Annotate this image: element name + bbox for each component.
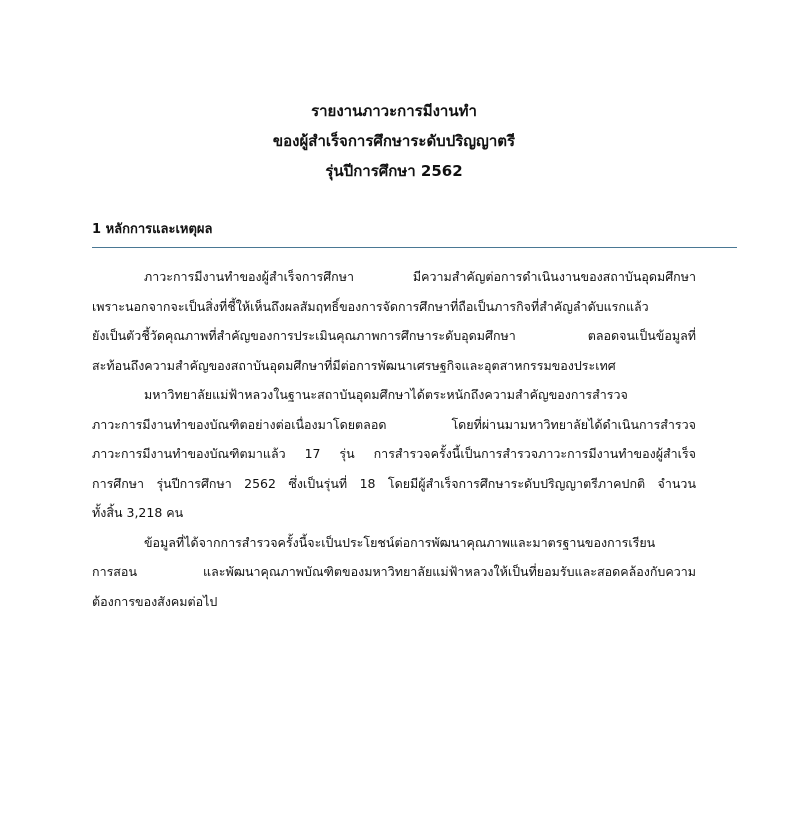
paragraph-2-line-1: มหาวิทยาลัยแม่ฟ้าหลวงในฐานะสถาบันอุดมศึกษาได้ตระหนักถึงความสำคัญของการสำรวจ (144, 387, 628, 402)
title-line-3: รุ่นปีการศึกษา 2562 (325, 162, 463, 180)
title-line-2: ของผู้สำเร็จการศึกษาระดับปริญญาตรี (272, 132, 516, 150)
document-title (0, 96, 788, 186)
paragraph-3-line-3: ต้องการของสังคมต่อไป (92, 593, 218, 609)
paragraph-1-line-3: ยังเป็นตัวชี้วัดคุณภาพที่สำคัญของการประเมินคุณภาพการศึกษาระดับอุดมศึกษา ตลอดจนเป็นข้อมูลที่ (92, 328, 696, 343)
paragraph-2-line-4: การศึกษา รุ่นปีการศึกษา 2562 ซึ่งเป็นรุ่นที่ 18 โดยมีผู้สำเร็จการศึกษาระดับปริญญาตรีภาคปกติ จำนวน (92, 475, 696, 491)
paragraph-1-line-2: เพราะนอกจากจะเป็นสิ่งที่ชี้ให้เห็นถึงผลสัมฤทธิ์ของการจัดการศึกษาที่ถือเป็นภารกิจที่สำคัญลำดับแรกแล้ว (92, 298, 649, 314)
paragraph-2-line-5: ทั้งสิ้น 3,218 คน (92, 505, 184, 520)
paragraph-1-line-1: ภาวะการมีงานทำของผู้สำเร็จการศึกษา มีความสำคัญต่อการดำเนินงานของสถาบันอุดมศึกษา (144, 269, 696, 284)
section-heading: 1 หลักการและเหตุผล (92, 222, 213, 237)
paragraph-2-line-3: ภาวะการมีงานทำของบัณฑิตมาแล้ว 17 รุ่น การสำรวจครั้งนี้เป็นการสำรวจภาวะการมีงานทำของผู้สำเร็จ (92, 446, 696, 461)
paragraph-1-line-4: สะท้อนถึงความสำคัญของสถาบันอุดมศึกษาที่มีต่อการพัฒนาเศรษฐกิจและอุตสาหกรรมของประเทศ (92, 357, 616, 373)
section-divider (92, 247, 737, 248)
paragraph-2-line-2: ภาวะการมีงานทำของบัณฑิตอย่างต่อเนื่องมาโดยตลอด โดยที่ผ่านมามหาวิทยาลัยได้ดำเนินการสำรวจ (92, 416, 696, 432)
paragraph-3-line-2: การสอน และพัฒนาคุณภาพบัณฑิตของมหาวิทยาลัยแม่ฟ้าหลวงให้เป็นที่ยอมรับและสอดคล้องกับความ (92, 564, 696, 579)
body-text (92, 262, 696, 616)
title-line-1: รายงานภาวะการมีงานทำ (311, 102, 477, 120)
paragraph-3-line-1: ข้อมูลที่ได้จากการสำรวจครั้งนี้จะเป็นประโยชน์ต่อการพัฒนาคุณภาพและมาตรฐานของการเรียน (144, 534, 656, 550)
